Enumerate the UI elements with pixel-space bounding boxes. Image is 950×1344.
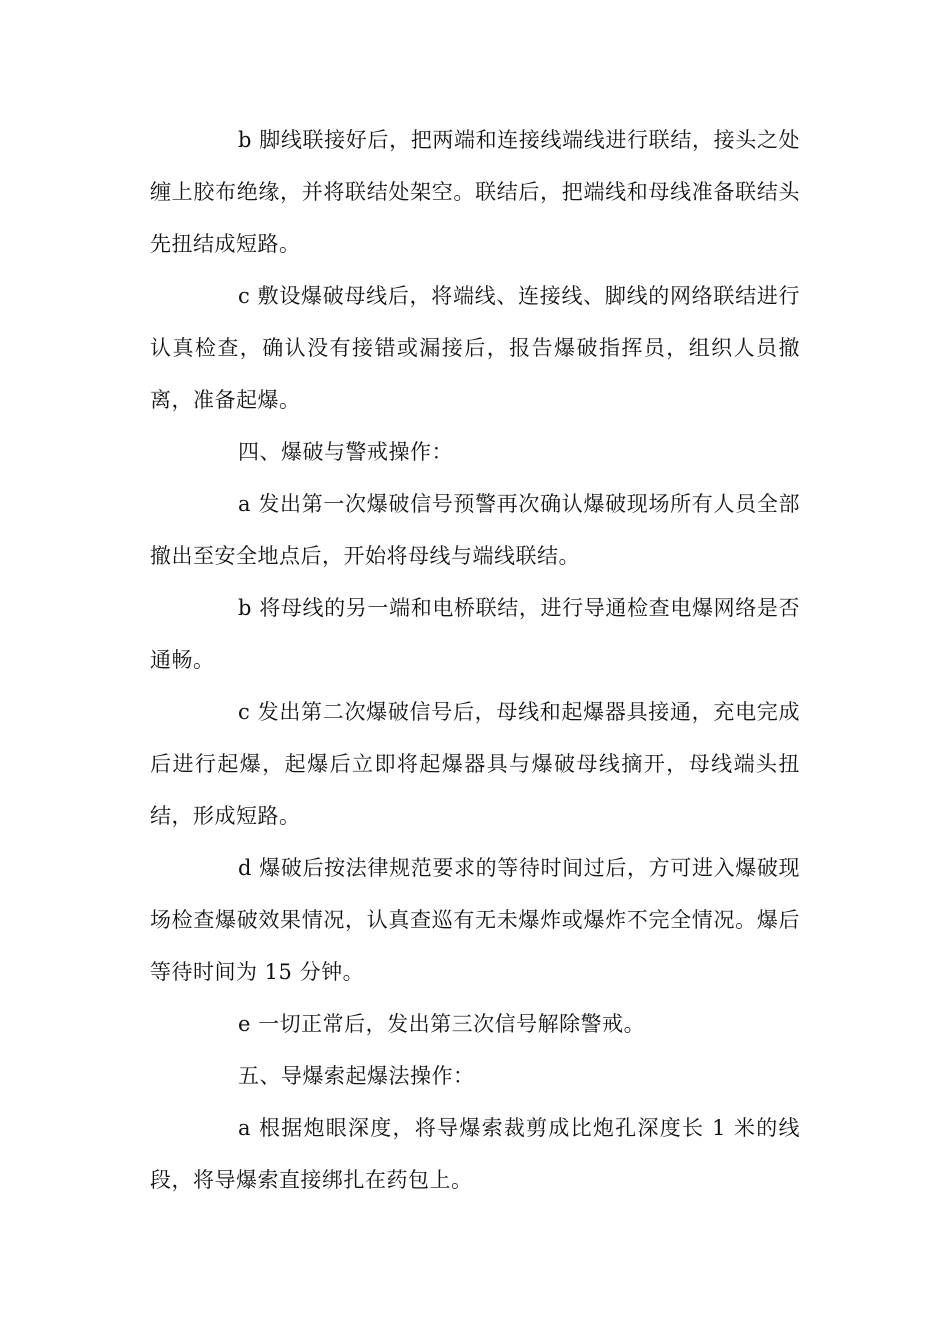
paragraph-a-detonating-cord: a 根据炮眼深度，将导爆索裁剪成比炮孔深度长 1 米的线段，将导爆索直接绑扎在药包上。 (150, 1116, 800, 1192)
paragraph-e-third-signal: e 一切正常后，发出第三次信号解除警戒。 (238, 1012, 646, 1036)
section-heading-4: 四、爆破与警戒操作： (238, 440, 453, 464)
section-heading-5: 五、导爆索起爆法操作： (238, 1064, 475, 1088)
paragraph-b-wire-connection: b 脚线联接好后，把两端和连接线端线进行联结，接头之处缠上胶布绝缘，并将联结处架空。联结后，把端线和母线准备联结头先扭结成短路。 (150, 128, 800, 256)
document-body (150, 114, 800, 1206)
paragraph-a-first-signal: a 发出第一次爆破信号预警再次确认爆破现场所有人员全部撤出至安全地点后，开始将母线与端线联结。 (150, 492, 800, 568)
paragraph-b-bridge-check: b 将母线的另一端和电桥联结，进行导通检查电爆网络是否通畅。 (150, 596, 800, 672)
paragraph-d-post-blast-check: d 爆破后按法律规范要求的等待时间过后，方可进入爆破现场检查爆破效果情况，认真查巡有无未爆炸或爆炸不完全情况。爆后等待时间为 15 分钟。 (150, 856, 800, 984)
paragraph-c-lay-main-wire: c 敷设爆破母线后，将端线、连接线、脚线的网络联结进行认真检查，确认没有接错或漏接后，报告爆破指挥员，组织人员撤离，准备起爆。 (150, 284, 800, 412)
paragraph-c-second-signal: c 发出第二次爆破信号后，母线和起爆器具接通，充电完成后进行起爆，起爆后立即将起爆器具与爆破母线摘开，母线端头扭结，形成短路。 (150, 700, 800, 828)
